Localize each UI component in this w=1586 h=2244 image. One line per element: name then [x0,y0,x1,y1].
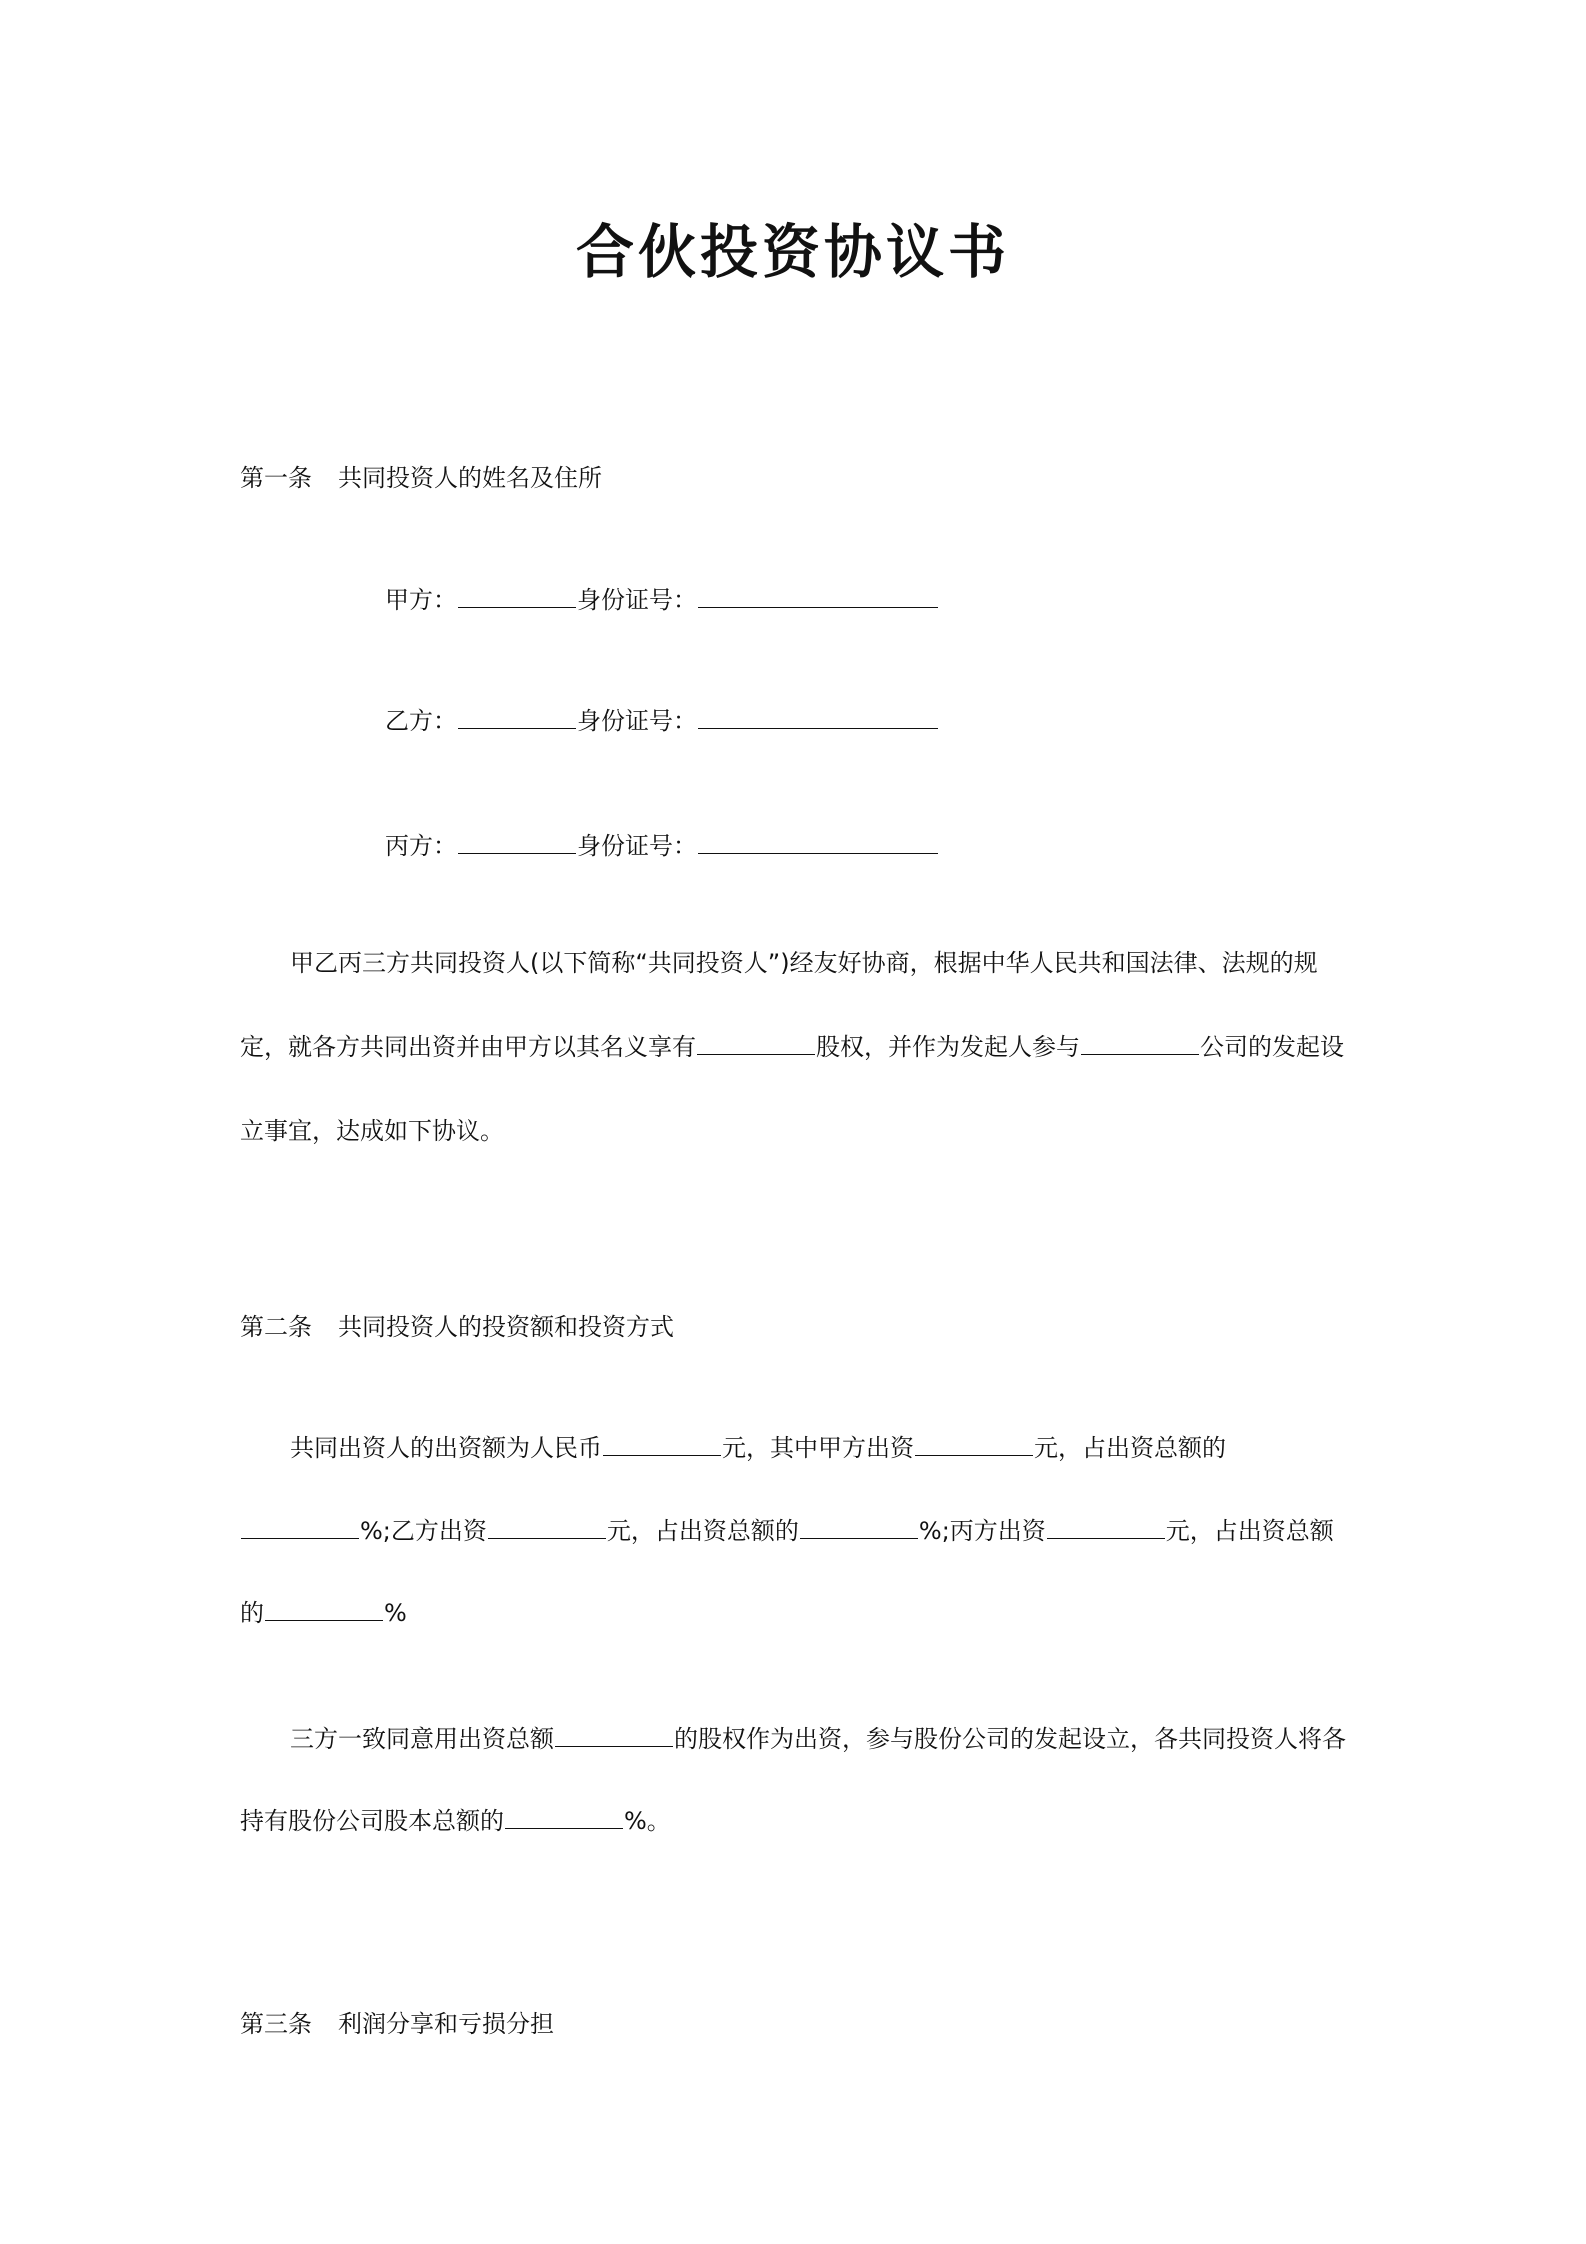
para-text: % [384,1599,407,1627]
para-text: 元，占出资总额的 [1034,1434,1226,1462]
party-a-percent-blank[interactable] [241,1538,359,1539]
para-text: 元，其中甲方出资 [722,1434,914,1462]
para-text: 三方一致同意用出资总额 [290,1725,554,1753]
party-b-percent-blank[interactable] [800,1538,918,1539]
party-b-id-blank[interactable] [698,728,938,729]
party-c-percent-blank[interactable] [265,1620,383,1621]
article-2-para-1-line-3 [240,1593,407,1628]
party-c-id-label: 身份证号： [577,832,697,860]
para-text: 公司的发起设 [1200,1033,1344,1061]
party-a-line [385,580,939,615]
party-c-id-blank[interactable] [698,853,938,854]
article-2-heading [240,1307,674,1342]
article-3-number: 第三条 [240,2010,312,2038]
party-a-id-label: 身份证号： [577,586,697,614]
party-a-name-blank[interactable] [458,607,576,608]
para-text: 定，就各方共同出资并由甲方以其名义享有 [240,1033,696,1061]
article-2-para-2-line-2 [240,1801,671,1836]
party-c-name-blank[interactable] [458,853,576,854]
party-c-line [385,826,939,861]
article-3-title: 利润分享和亏损分担 [338,2010,554,2038]
party-b-amount-blank[interactable] [488,1538,606,1539]
para-text: 共同出资人的出资额为人民币 [290,1434,602,1462]
para-text: 股权，并作为发起人参与 [816,1033,1080,1061]
document-title: 合伙投资协议书 [575,218,1010,286]
para-text: 持有股份公司股本总额的 [240,1807,504,1835]
equity-blank[interactable] [697,1054,815,1055]
article-2-title: 共同投资人的投资额和投资方式 [338,1313,674,1341]
party-b-id-label: 身份证号： [577,707,697,735]
article-1-para-line-3: 立事宜，达成如下协议。 [240,1117,504,1145]
article-2-number: 第二条 [240,1313,312,1341]
article-1-heading [240,458,602,493]
para-text: 的股权作为出资，参与股份公司的发起设立，各共同投资人将各 [674,1725,1346,1753]
article-1-para-line-1: 甲乙丙三方共同投资人(以下简称“共同投资人”)经友好协商，根据中华人民共和国法律、法规的规 [290,949,1318,977]
article-2-para-2-line-1 [290,1719,1346,1754]
party-a-label: 甲方： [385,586,457,614]
para-text: %。 [624,1807,671,1835]
party-b-name-blank[interactable] [458,728,576,729]
share-percent-blank[interactable] [505,1828,623,1829]
para-text: 元，占出资总额 [1165,1517,1334,1545]
article-2-para-1-line-1 [290,1428,1226,1463]
para-text: %;乙方出资 [360,1517,487,1545]
party-a-amount-blank[interactable] [915,1455,1033,1456]
party-a-id-blank[interactable] [698,607,938,608]
party-b-line [385,701,939,736]
party-b-label: 乙方： [385,707,457,735]
party-c-label: 丙方： [385,832,457,860]
article-3-heading [240,2004,554,2039]
total-amount-blank[interactable] [603,1455,721,1456]
article-1-number: 第一条 [240,464,312,492]
party-c-amount-blank[interactable] [1047,1538,1165,1539]
para-text: 元，占出资总额的 [606,1517,799,1545]
article-2-para-1-line-2 [240,1511,1334,1546]
company-name-blank[interactable] [1081,1054,1199,1055]
para-text: %;丙方出资 [918,1517,1046,1545]
article-1-para-line-2 [240,1027,1344,1062]
para-text: 的 [240,1599,264,1627]
article-1-title: 共同投资人的姓名及住所 [338,464,602,492]
equity-amount-blank[interactable] [555,1746,673,1747]
